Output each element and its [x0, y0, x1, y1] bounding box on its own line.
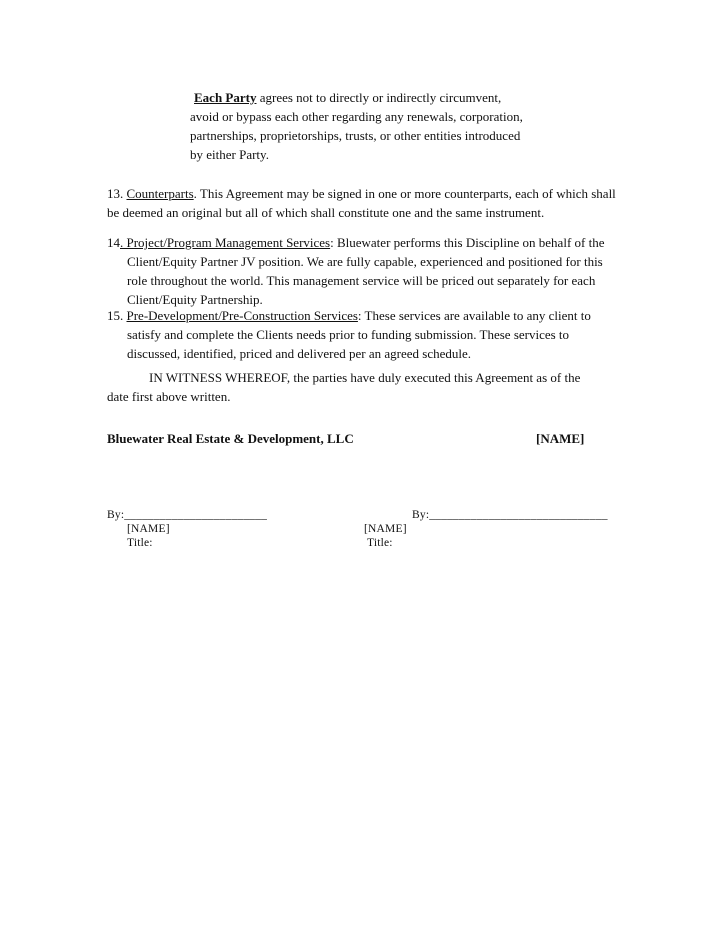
party-right-name: [NAME] [536, 431, 585, 446]
signature-line-left: By:________________________ [107, 509, 268, 521]
signatory-block-right [364, 522, 407, 550]
circumvent-line-2: avoid or bypass each other regarding any renewals, corporation, [190, 109, 523, 124]
section-15-title: Pre-Development/Pre-Construction Services [126, 308, 358, 323]
section-13-title: Counterparts [126, 186, 194, 201]
signature-line-right: By:______________________________ [412, 509, 608, 521]
witness-clause [107, 368, 580, 406]
signatory-name-left: [NAME] [127, 523, 170, 535]
section-13-line-1: 13. Counterparts. This Agreement may be signed in one or more counterparts, each of which shall [107, 186, 616, 201]
signature-block-left [107, 508, 267, 550]
section-14-title: . Project/Program Management Services [120, 235, 331, 250]
witness-line-1: IN WITNESS WHEREOF, the parties have duly executed this Agreement as of the [149, 370, 581, 385]
section-14-line-2: Client/Equity Partner JV position. We are fully capable, experienced and positioned for this [127, 254, 603, 269]
signatory-title-right: Title: [367, 537, 393, 549]
section-14-line-3: role throughout the world. This management service will be priced out separately for each [127, 273, 596, 288]
section-14 [107, 233, 604, 309]
section-15-line-2: satisfy and complete the Clients needs prior to funding submission. These services to [127, 327, 570, 342]
section-13 [107, 184, 616, 222]
each-party-term: Each Party [194, 90, 257, 105]
section-14-line-4: Client/Equity Partnership. [127, 292, 263, 307]
circumvent-paragraph [190, 88, 523, 164]
signatory-name-right: [NAME] [364, 523, 407, 535]
witness-line-2: date first above written. [107, 389, 231, 404]
section-15-line-1: 15. Pre-Development/Pre-Construction Services: These services are available to any client to [107, 308, 591, 323]
circumvent-line-4: by either Party. [190, 147, 269, 162]
signatory-title-left: Title: [127, 537, 153, 549]
circumvent-line-1: Each Party agrees not to directly or indirectly circumvent, [194, 90, 502, 105]
section-15-line-3: discussed, identified, priced and delivered per an agreed schedule. [127, 346, 471, 361]
section-14-line-1: 14. Project/Program Management Services: Bluewater performs this Discipline on behalf of the [107, 235, 605, 250]
section-15 [107, 306, 591, 363]
party-left-name: Bluewater Real Estate & Development, LLC [107, 431, 354, 446]
section-13-line-2: be deemed an original but all of which shall constitute one and the same instrument. [107, 205, 545, 220]
circumvent-line-3: partnerships, proprietorships, trusts, or other entities introduced [190, 128, 521, 143]
